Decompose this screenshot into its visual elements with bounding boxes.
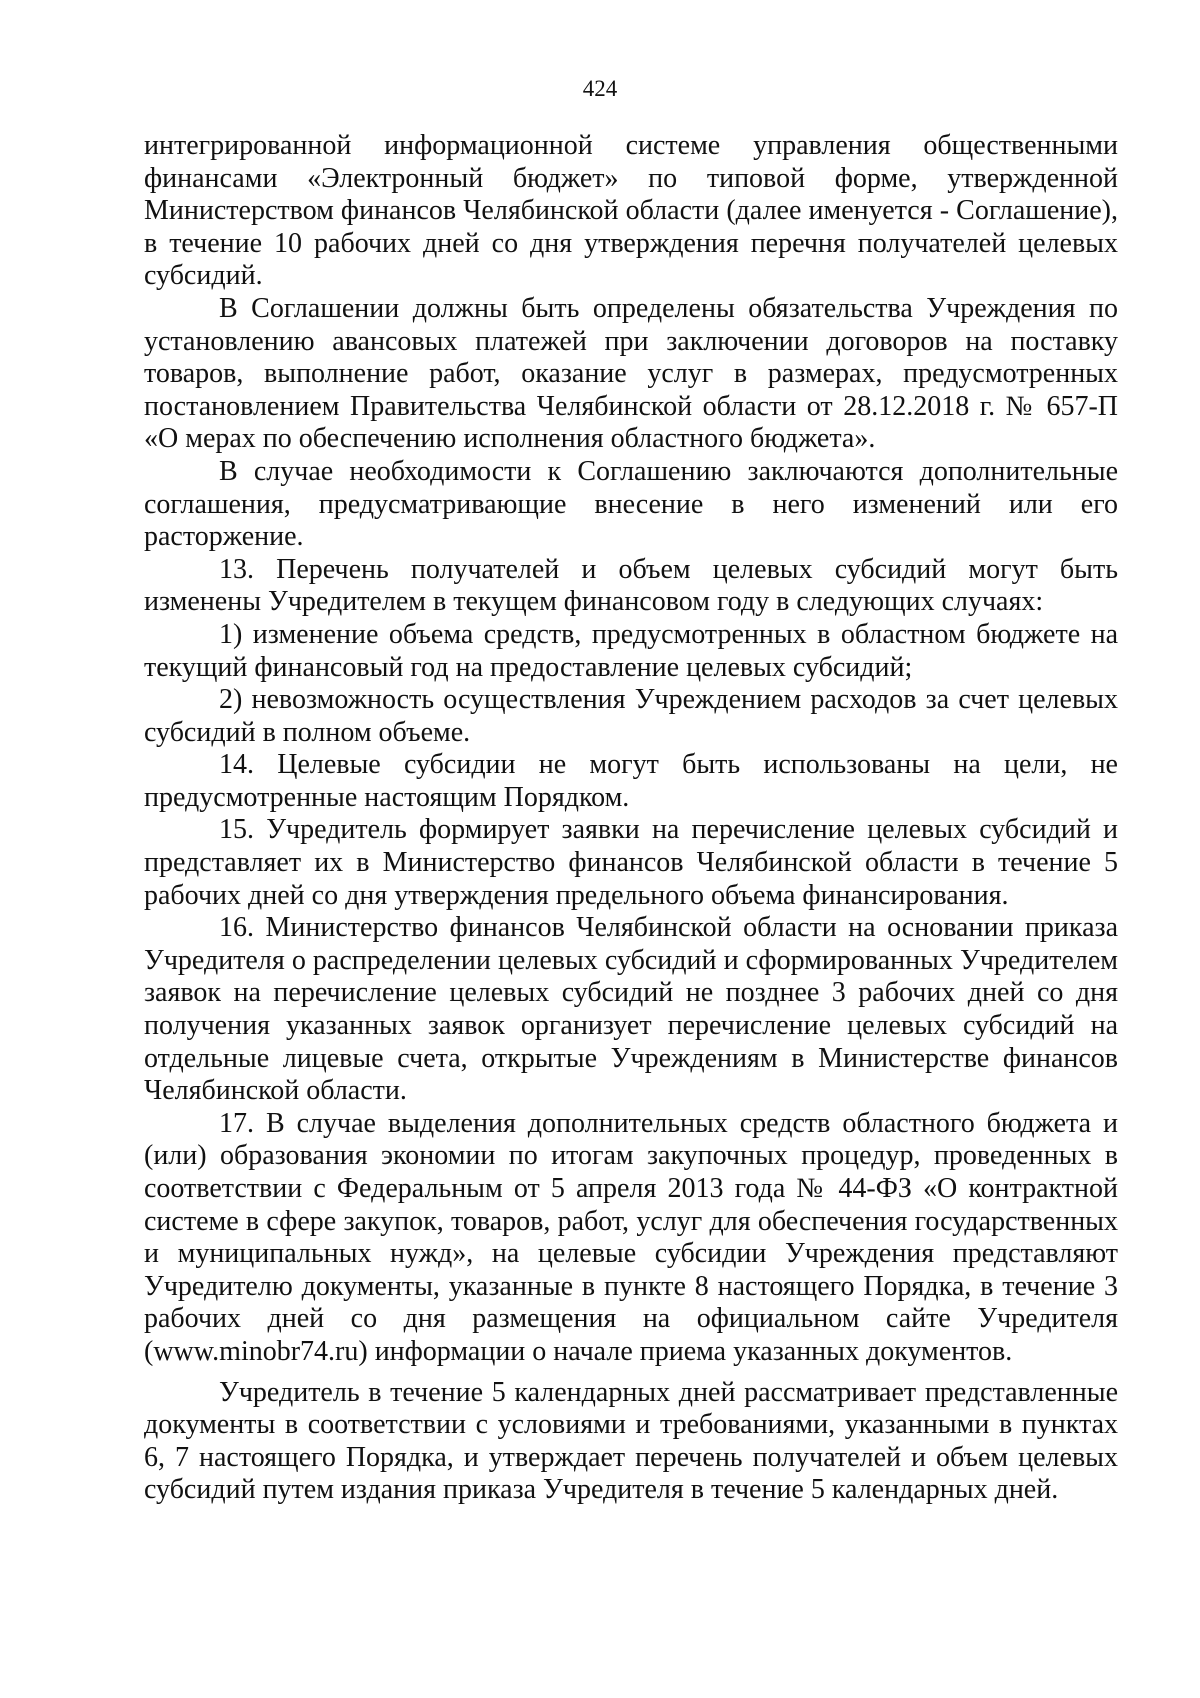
paragraph-continuation: интегрированной информационной системе управления общественными финансами «Электронный бюджет» по типовой форме, утвержденной Министерством финансов Челябинской области (далее именуется - Соглашение), в течение 10 рабочих дней со дня утверждения перечня получателей целевых субсидий. (144, 130, 1118, 292)
paragraph-item-17: 17. В случае выделения дополнительных средств областного бюджета и (или) образования экономии по итогам закупочных процедур, проведенных в соответствии с Федеральным от 5 апреля 2013 года № 44-ФЗ «О контрактной системе в сфере закупок, товаров, работ, услуг для обеспечения государственных и муниципальных нужд», на целевые субсидии Учреждения представляют Учредителю документы, указанные в пункте 8 настоящего Порядка, в течение 3 рабочих дней со дня размещения на официальном сайте Учредителя (www.minobr74.ru) информации о начале приема указанных документов. (144, 1107, 1118, 1367)
paragraph-item-13-case-1: 1) изменение объема средств, предусмотренных в областном бюджете на текущий финансовый год на предоставление целевых субсидий; (144, 618, 1118, 683)
paragraph-item-13-case-2: 2) невозможность осуществления Учреждением расходов за счет целевых субсидий в полном объеме. (144, 684, 1118, 748)
paragraph-founder-review: Учредитель в течение 5 календарных дней рассматривает представленные документы в соответствии с условиями и требованиями, указанными в пунктах 6, 7 настоящего Порядка, и утверждает перечень получателей и объем целевых субсидий путем издания приказа Учредителя в течение 5 календарных дней. (144, 1376, 1118, 1506)
paragraph-item-14: 14. Целевые субсидии не могут быть использованы на цели, не предусмотренные настоящим Порядком. (144, 749, 1118, 813)
page-number: 424 (582, 76, 618, 101)
paragraph-agreement-obligations: В Соглашении должны быть определены обязательства Учреждения по установлению авансовых платежей при заключении договоров на поставку товаров, выполнение работ, оказание услуг в размерах, предусмотренных постановлением Правительства Челябинской области от 28.12.2018 г. № 657-П «О мерах по обеспечению исполнения областного бюджета». (144, 292, 1118, 455)
paragraph-item-16: 16. Министерство финансов Челябинской области на основании приказа Учредителя о распределении целевых субсидий и сформированных Учредителем заявок на перечисление целевых субсидий не позднее 3 рабочих дней со дня получения указанных заявок организует перечисление целевых субсидий на отдельные лицевые счета, открытые Учреждениям в Министерстве финансов Челябинской области. (144, 912, 1118, 1107)
paragraph-item-13: 13. Перечень получателей и объем целевых субсидий могут быть изменены Учредителем в текущем финансовом году в следующих случаях: (144, 553, 1118, 618)
document-body (144, 130, 1118, 1507)
paragraph-item-15: 15. Учредитель формирует заявки на перечисление целевых субсидий и представляет их в Министерство финансов Челябинской области в течение 5 рабочих дней со дня утверждения предельного объема финансирования. (144, 814, 1118, 911)
paragraph-additional-agreements: В случае необходимости к Соглашению заключаются дополнительные соглашения, предусматривающие внесение в него изменений или его расторжение. (144, 455, 1118, 553)
